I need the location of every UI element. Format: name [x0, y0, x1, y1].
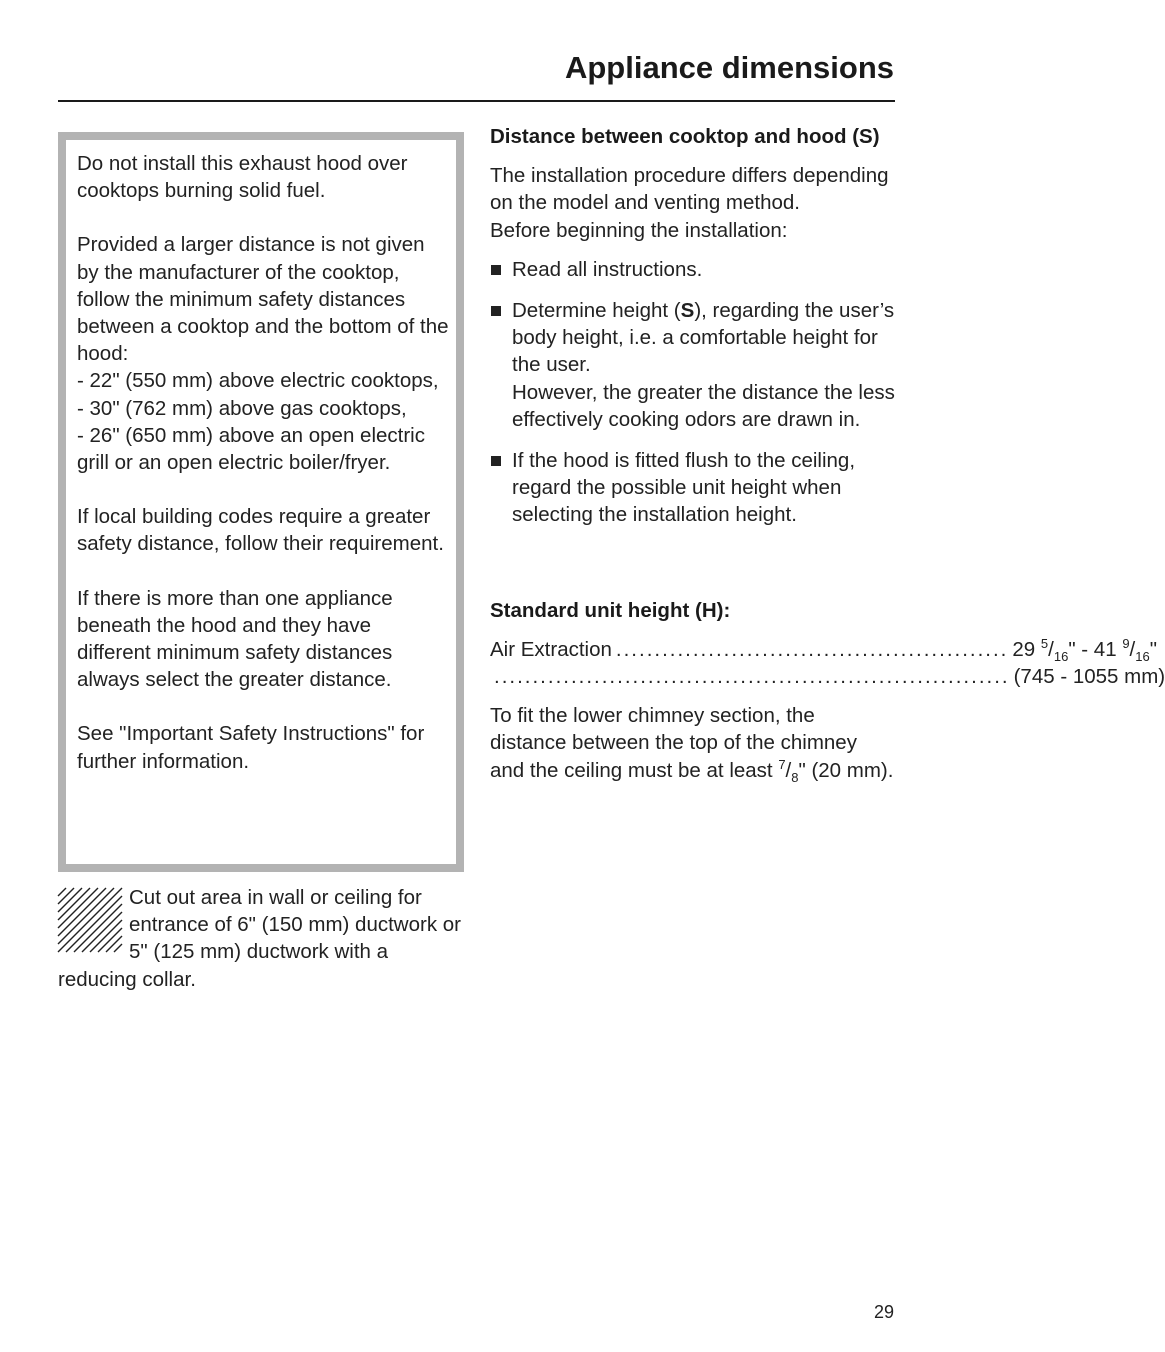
bullet-height-post: ), regarding the user’s body height, i.e. a comfortable height for the user.: [512, 299, 895, 377]
square-bullet-icon: [491, 265, 501, 275]
intro-procedure: The installation procedure differs depending on the model and venting method.: [490, 164, 889, 215]
air-extraction-metric: (745 - 1055 mm): [1013, 665, 1165, 689]
warning-solid-fuel: Do not install this exhaust hood over cooktops burning solid fuel.: [77, 152, 408, 203]
air-extraction-row: [490, 636, 1157, 664]
cutout-note: [58, 884, 464, 993]
page-number: 29: [873, 1302, 894, 1322]
bullet-height-pre: Determine height (: [512, 299, 681, 323]
warning-multiple-appliances: If there is more than one appliance beneath the hood and they have different minimum safety distances always select the greater distance.: [77, 586, 393, 692]
warning-building-codes: If local building codes require a greater safety distance, follow their requirement.: [77, 505, 444, 556]
square-bullet-icon: [491, 456, 501, 466]
distance-intro: [490, 162, 896, 244]
distance-grill: - 26" (650 mm) above an open electric grill or an open electric boiler/fryer.: [77, 423, 425, 475]
air-extraction-inches: 29 $^5/_{16}$" - 41 $^9/_{16}$": [1012, 636, 1157, 664]
warning-see-instructions: See "Important Safety Instructions" for further information.: [77, 722, 425, 773]
distance-gas: - 30" (762 mm) above gas cooktops,: [77, 396, 407, 420]
bullet-height-extra: However, the greater the distance the less effectively cooking odors are drawn in.: [512, 380, 895, 431]
page-title: Appliance dimensions: [564, 50, 894, 85]
bullet-flush-text: If the hood is fitted flush to the ceiling, regard the possible unit height when selecting the installation height.: [512, 449, 856, 527]
warning-safety-distances: [77, 231, 450, 476]
list-item: [490, 447, 896, 529]
unit-height-heading: Standard unit height (H):: [490, 598, 731, 622]
distance-heading: Distance between cooktop and hood (S): [490, 125, 880, 148]
bullet-read-text: Read all instructions.: [512, 257, 703, 281]
square-bullet-icon: [491, 306, 501, 316]
air-extraction-label: Air Extraction: [490, 637, 612, 661]
chimney-note: To fit the lower chimney section, the distance between the top of the chimney and the ceiling must be at least $^7/_8$" (20 mm).: [490, 704, 894, 785]
dot-leader: ...................................................: [615, 637, 1009, 661]
metric-row: [490, 663, 1165, 690]
title-divider: [58, 100, 895, 102]
right-column: [490, 123, 1165, 785]
list-item: [490, 297, 896, 433]
list-item: [490, 256, 896, 283]
height-symbol: S: [680, 299, 695, 323]
intro-before: Before beginning the installation:: [490, 218, 788, 242]
hatched-area-icon: [58, 888, 122, 952]
distance-electric: - 22" (550 mm) above electric cooktops,: [77, 369, 439, 393]
warning-box: [58, 132, 464, 872]
instruction-list: [490, 256, 896, 529]
safety-distances-intro: Provided a larger distance is not given by the manufacturer of the cooktop, follow the minimum safety distances between a cooktop and the bottom of the hood:: [77, 233, 449, 366]
dot-leader: ...................................................................: [494, 665, 1010, 689]
cutout-note-text: Cut out area in wall or ceiling for entrance of 6" (150 mm) ductwork or 5" (125 mm) ductwork with a reducing collar.: [58, 886, 461, 991]
